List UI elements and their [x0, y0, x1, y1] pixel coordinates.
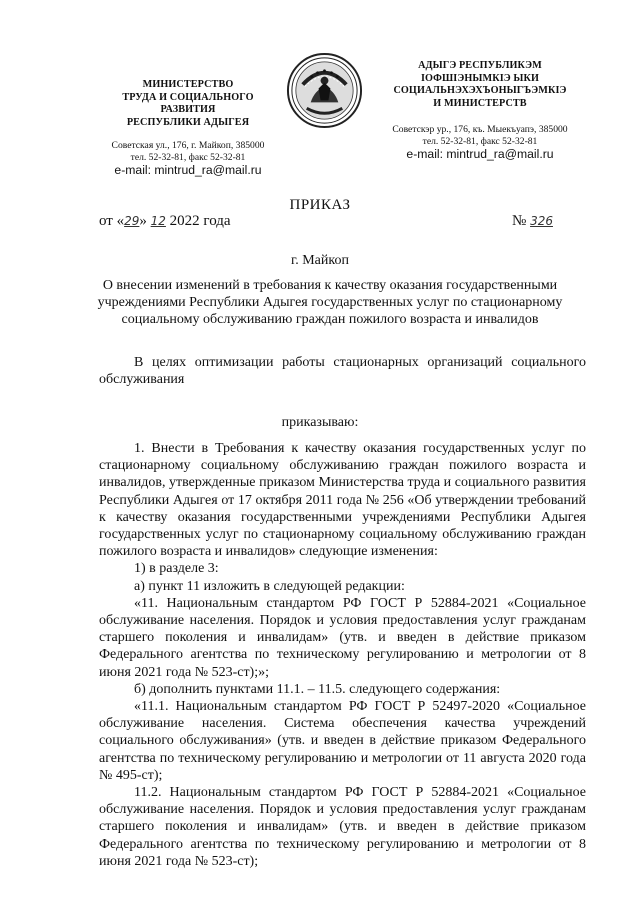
main-text — [99, 440, 586, 870]
order-number — [512, 213, 553, 230]
org-line: МИНИСТЕРСТВО — [142, 79, 234, 90]
phone-ru: тел. 52-32-81, факс 52-32-81 — [130, 151, 246, 163]
org-line: РЕСПУБЛИКИ АДЫГЕЯ — [126, 116, 250, 128]
paragraph: а) пункт 11 изложить в следующей редакции: — [134, 578, 405, 594]
paragraph: «11.1. Национальным стандартом РФ ГОСТ Р 52497-2020 «Социальное обслуживание населения. Система обеспечения качества учреждений социального обслуживания» (утв. и введен в действие приказом Федерального агентства по техническому регулированию и метрологии от 11 августа 2020 года № 495-ст); — [99, 699, 586, 783]
handwritten-day: 29 — [124, 214, 140, 228]
address-ady: Советскэр ур., 176, къ. Мыекъуапэ, 385000 — [392, 124, 568, 136]
document-title: О внесении изменений в требования к качеству оказания государственными учреждениями Республики Адыгея государственных услуг по стационарному социальному обслуживанию граждан пожилого возраста и инвалидов — [97, 278, 563, 327]
paragraph: 1) в разделе 3: — [134, 561, 219, 577]
org-line: РАЗВИТИЯ — [160, 104, 216, 116]
date-year: 2022 года — [165, 213, 231, 229]
aim-paragraph: В целях оптимизации работы стационарных организаций социального обслуживания — [99, 355, 586, 388]
paragraph: 11.2. Национальным стандартом РФ ГОСТ Р 52884-2021 «Социальное обслуживание населения. Порядок и условия предоставления услуг гражданам старшего поколения и инвалидам» (утв. и введен в действие приказом Федерального агентства по техническому регулированию и метрологии от 8 июня 2021 года № 523-ст); — [99, 785, 586, 869]
org-line: ІОФШІЭНЫМКІЭ ЫКИ — [420, 72, 540, 84]
ministry-name-ady — [370, 60, 590, 110]
adygea-coat-of-arms-icon — [285, 51, 364, 130]
email-ru: e-mail: mintrud_ra@mail.ru — [114, 163, 262, 178]
date-prefix: от « — [99, 213, 125, 229]
org-line: И МИНИСТЕРСТВ — [433, 97, 527, 109]
order-word: приказываю: — [281, 415, 359, 430]
paragraph: б) дополнить пунктами 11.1. – 11.5. следующего содержания: — [134, 681, 501, 697]
org-line: АДЫГЭ РЕСПУБЛИКЭМ — [418, 60, 542, 71]
order-date — [99, 213, 231, 230]
paragraph: 1. Внести в Требования к качеству оказания государственных услуг по стационарному социальному обслуживанию граждан пожилого возраста и инвалидов, утвержденные приказом Министерства труда и социального развития Республики Адыгея от 17 октября 2011 года № 256 «Об утверждении требований к качеству оказания государственными учреждениями Республики Адыгея государственных услуг по стационарному социальному обслуживанию граждан пожилого возраста и инвалидов» следующие изменения: — [99, 441, 586, 560]
handwritten-month: 12 — [150, 214, 166, 228]
ministry-name-ru — [88, 79, 288, 129]
email-ady: e-mail: mintrud_ra@mail.ru — [406, 147, 554, 162]
org-line: ТРУДА И СОЦИАЛЬНОГО — [122, 91, 254, 103]
address-ru: Советская ул., 176, г. Майкоп, 385000 — [111, 140, 265, 152]
header-right — [370, 60, 590, 161]
date-mid: » — [139, 213, 151, 229]
phone-ady: тел. 52-32-81, факс 52-32-81 — [422, 135, 538, 147]
org-line: СОЦИАЛЬНЭХЭХЪОНЫГЪЭМКІЭ — [393, 85, 567, 97]
document-type: ПРИКАЗ — [289, 197, 351, 213]
city: г. Майкоп — [291, 253, 349, 268]
header-left — [88, 79, 288, 177]
number-prefix: № — [512, 213, 531, 229]
handwritten-number: 326 — [530, 214, 553, 228]
paragraph: «11. Национальным стандартом РФ ГОСТ Р 52884-2021 «Социальное обслуживание населения. Порядок и условия предоставления услуг гражданам старшего поколения и инвалидам» (утв. и введен в действие приказом Федерального агентства по техническому регулированию и метрологии от 8 июня 2021 года № 523-ст);»; — [99, 595, 586, 680]
